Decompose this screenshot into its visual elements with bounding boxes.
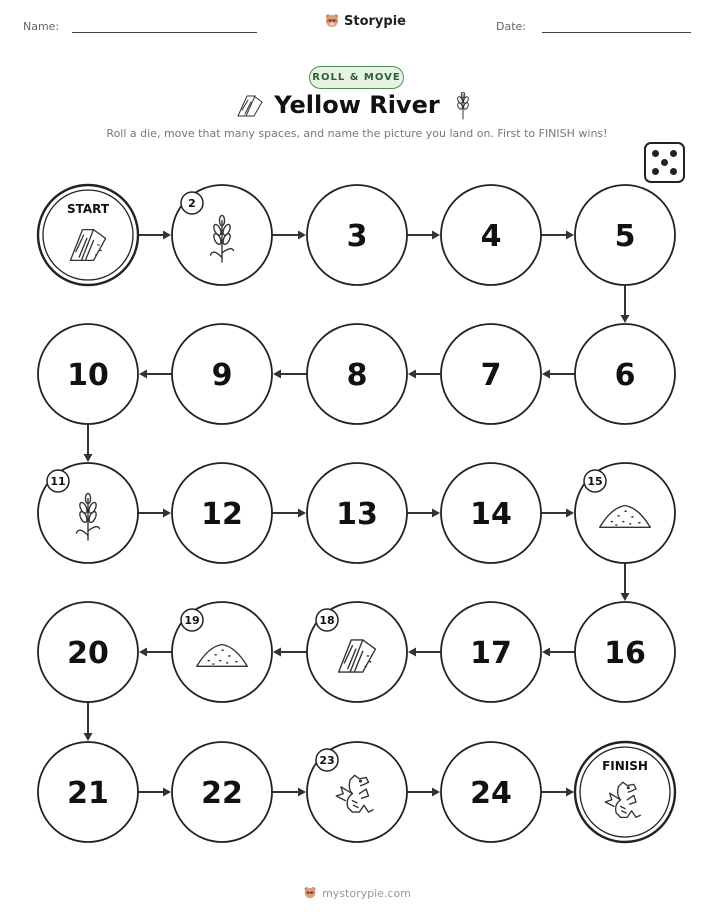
space-number: 8 [346,358,368,393]
space-number: 14 [470,497,512,532]
space-number: 17 [470,636,512,671]
space-number: 12 [201,497,243,532]
space-number: 23 [319,754,335,767]
board-space-19 [172,602,272,702]
path-arrow [138,788,171,797]
space-number: 20 [67,636,109,671]
board-space-13 [307,463,407,563]
path-arrow [84,424,93,462]
board-space-20 [38,602,138,702]
board-space-8 [307,324,407,424]
space-number: 9 [211,358,233,393]
space-number: 21 [67,776,109,811]
space-number: 3 [346,219,368,254]
space-number: 13 [336,497,378,532]
path-arrow [621,285,630,323]
path-arrow [272,788,306,797]
path-arrow [138,231,171,240]
space-number: 10 [67,358,109,393]
space-label: FINISH [602,759,648,773]
board-space-6 [575,324,675,424]
roll-move-badge: ROLL & MOVE [309,66,404,89]
footer-url: mystorypie.com [322,886,411,900]
path-arrow [407,231,440,240]
space-label: START [66,202,110,216]
board-space-5 [575,185,675,285]
bear-mascot-icon [303,886,317,900]
path-arrow [621,563,630,601]
board-space-23 [307,742,407,842]
path-arrow [272,231,306,240]
path-arrow [407,788,440,797]
board-space-finish [575,742,675,842]
path-arrow [273,370,307,379]
path-arrow [139,370,172,379]
space-number: 6 [614,358,636,393]
space-number: 4 [480,219,502,254]
path-arrow [541,788,574,797]
path-arrow [138,509,171,518]
path-arrow [541,509,574,518]
path-arrow [542,648,575,657]
path-arrow [542,370,575,379]
board-space-15 [575,463,675,563]
board-space-9 [172,324,272,424]
footer [0,886,714,900]
board-space-24 [441,742,541,842]
board-space-12 [172,463,272,563]
space-number: 24 [470,776,512,811]
space-number: 11 [50,475,66,488]
board-space-start [38,185,138,285]
space-number: 19 [184,614,200,627]
path-arrow [84,702,93,741]
path-arrow [408,648,441,657]
instructions: Roll a die, move that many spaces, and name the picture you land on. First to FINISH wins! [106,127,608,140]
space-number: 15 [587,475,603,488]
space-number: 2 [188,197,196,210]
path-arrow [273,648,307,657]
path-arrow [139,648,172,657]
page-title: Yellow River [274,91,440,119]
path-arrow [541,231,574,240]
space-number: 16 [604,636,646,671]
board-space-4 [441,185,541,285]
space-number: 7 [480,358,502,393]
board-space-7 [441,324,541,424]
board-space-21 [38,742,138,842]
brand-name: Storypie [344,13,406,29]
board-space-22 [172,742,272,842]
board-space-14 [441,463,541,563]
path-arrow [272,509,306,518]
board-space-10 [38,324,138,424]
board-space-16 [575,602,675,702]
space-number: 18 [319,614,335,627]
date-label: Date: [496,20,526,33]
space-number: 5 [614,219,636,254]
board-space-17 [441,602,541,702]
space-number: 22 [201,776,243,811]
name-label: Name: [23,20,60,33]
board-space-18 [307,602,407,702]
path-arrow [407,509,440,518]
board-space-3 [307,185,407,285]
path-arrow [408,370,441,379]
